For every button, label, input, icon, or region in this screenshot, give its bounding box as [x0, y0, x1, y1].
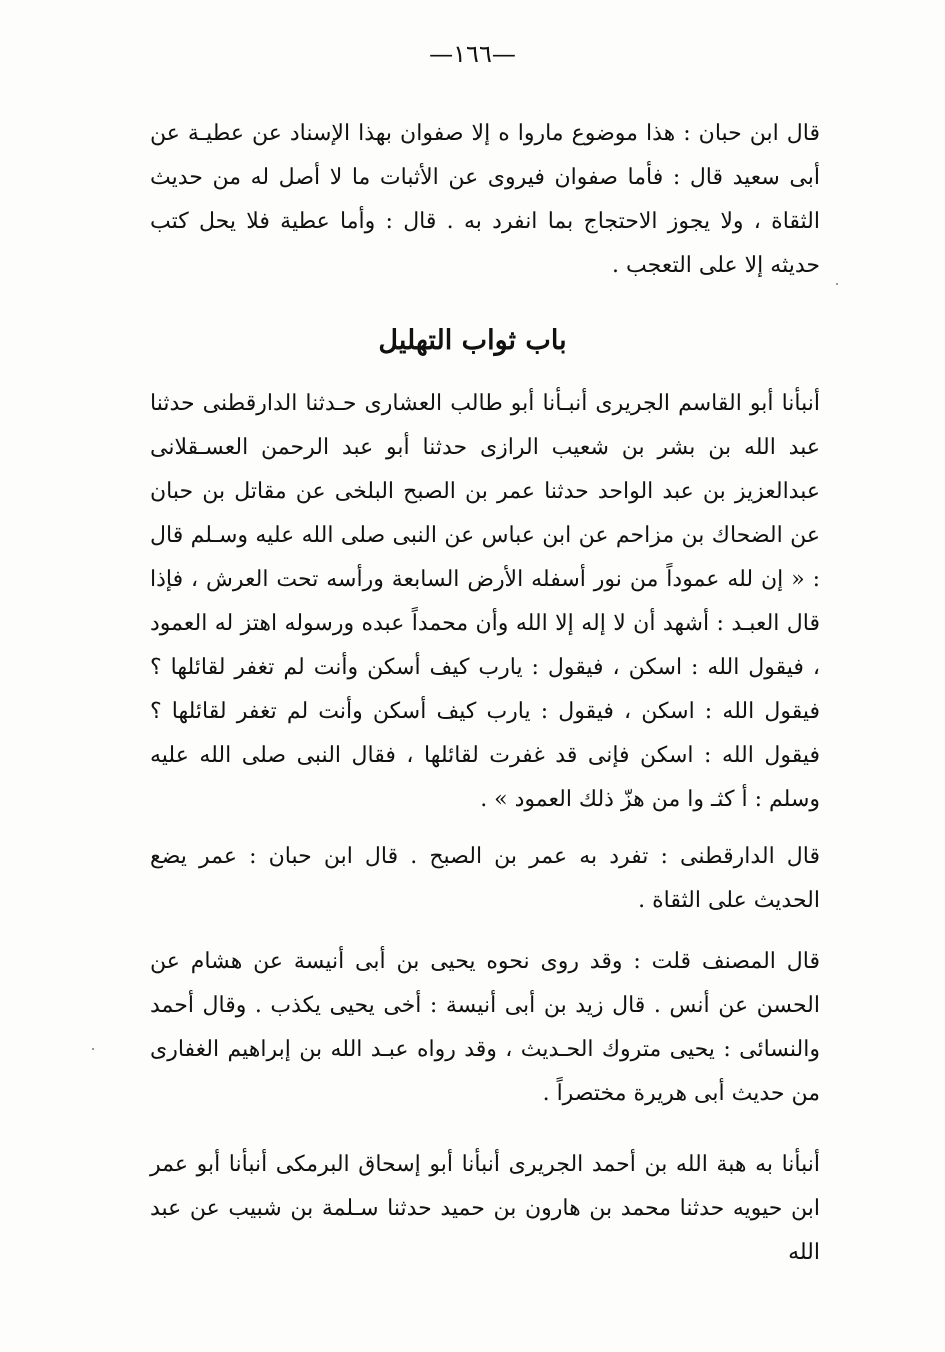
- print-speck: [92, 1048, 94, 1050]
- print-speck: [836, 283, 838, 285]
- paragraph-chain-of-narration: أنبأنا به هبة الله بن أحمد الجريرى أنبأنا أبو إسحاق البرمكى أنبأنا أبو عمر ابن حيويه حدثنا محمد بن هارون بن حميد حدثنا سـلمة بن شبيب عن عبد الله: [150, 1152, 820, 1265]
- page-number: —١٦٦—: [429, 40, 516, 68]
- paragraph-author-note: قال المصنف قلت : وقد روى نحوه يحيى بن أبى أنيسة عن هشام عن الحسن عن أنس . قال زيد بن أبى أنيسة : أخى يحيى يكذب . وقال أحمد والنسائى : يحيى متروك الحـديث ، وقد رواه عبـد الله بن إبراهيم الغفارى من حديث أبى هريرة مختصراً .: [150, 949, 820, 1106]
- paragraph-ibn-hibban-comment: قال ابن حبان : هذا موضوع ماروا ه إلا صفوان بهذا الإسناد عن عطيـة عن أبى سعيد قال : فأما صفوان فيروى عن الأثبات ما لا أصل له من حديث الثقاة ، ولا يجوز الاحتجاج بما انفرد به . قال : وأما عطية فلا يحل كتب حديثه إلا على التعجب .: [150, 121, 820, 278]
- paragraph-daraqutni-comment: قال الدارقطنى : تفرد به عمر بن الصبح . قال ابن حبان : عمر يضع الحديث على الثقاة .: [150, 844, 820, 913]
- paragraph-hadith-narration: أنبأنا أبو القاسم الجريرى أنبـأنا أبو طالب العشارى حـدثنا الدارقطنى حدثنا عبد الله بن بشر بن شعيب الرازى حدثنا أبو عبد الرحمن العسـقلانى عبدالعزيز بن عبد الواحد حدثنا عمر بن الصبح البلخى عن مقاتل بن حبان عن الضحاك بن مزاحم عن ابن عباس عن النبى صلى الله عليه وسـلم قال : « إن لله عموداً من نور أسفله الأرض السابعة ورأسه تحت العرش ، فإذا قال العبـد : أشهد أن لا إله إلا الله وأن محمداً عبده ورسوله اهتز له العمود ، فيقول الله : اسكن ، فيقول : يارب كيف أسكن وأنت لم تغفر لقائلها ؟ فيقول الله : اسكن ، فيقول : يارب كيف أسكن وأنت لم تغفر لقائلها ؟ فيقول الله : اسكن فإنى قد غفرت لقائلها ، فقال النبى صلى الله عليه وسلم : أ كثـ وا من هزّ ذلك العمود » .: [150, 391, 820, 812]
- chapter-heading: باب ثواب التهليل: [378, 325, 567, 356]
